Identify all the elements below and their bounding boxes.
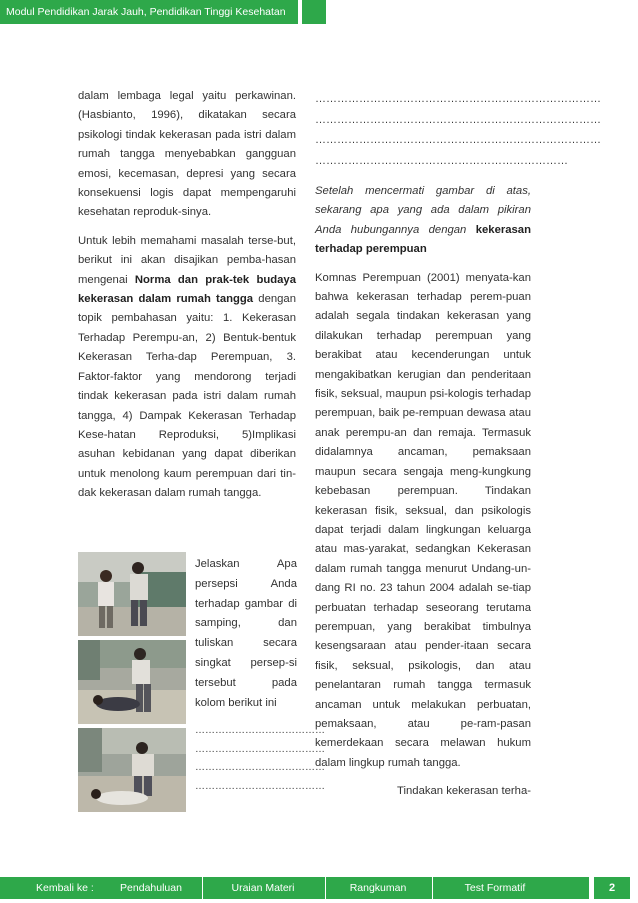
nav-test-formatif[interactable]: Test Formatif [464,882,526,894]
violence-photos [78,552,186,814]
left-paragraph-2: Untuk lebih memahami masalah terse-but, berikut ini akan disajikan pemba-hasan mengenai Norma dan prak-tek budaya kekerasan dalam rumah tangga dengan topik pembahasan yaitu: 1. Kekerasan Terhadap Perempu-an, 2) Bentuk-bentuk Kekerasan Terha-dap Perempuan, 3. Faktor-faktor yang mendorong terjadi tindak kekerasan pada istri dalam rumah tangga, 4) Dampak Kekerasan Terhadap Kese-hatan Reproduksi, 5)Implikasi asuhan kebidanan yang dapat diberikan untuk menolong kaum perempuan dari tin-dak kekerasan dalam rumah tangga. [78,234,296,500]
left-column [78,87,296,513]
photo-3 [78,728,186,812]
dotted-line: …………………………………………………………………… [315,93,601,105]
page-number: 2 [594,877,630,899]
answer-line: ………………………………… [195,725,325,736]
right-paragraph: Komnas Perempuan (2001) menyata-kan bahwa kekerasan terhadap perem-puan adalah segala tindakan kekerasan yang dilakukan terhadap perempuan yang berakibat atau kecenderungan untuk mengakibatkan kerugian dan penderitaan fisik, seksual, maupun psi-kologis terhadap perempuan, baik pe-rempuan dewasa atau anak perempu-an dan remaja. Termasuk didalamnya ancaman, pemaksaan maupun secara sengaja meng-kungkung kebebasan perempuan. Tindakan kekerasan fisik, seksual, dan psikologis dapat terjadi dalam lingkungan keluarga atau mas-yarakat, sedangkan Kekerasan dalam rumah tangga menurut Undang-un-dang RI no. 23 tahun 2004 adalah se-tiap perbuatan terhadap seseorang terutama perempuan, yang berakibat timbulnya kesengsaraan atau pender-itaan secara fisik, seksual, psikologis, dan atau penelantaran rumah tangga termasuk ancaman untuk melakukan perbuatan, pemaksaan, atau pe-ram-pasan kemerdekaan secara melawan hukum dalam lingkup rumah tangga. [315,271,531,769]
header-tab [302,0,326,24]
dotted-line: …………………………………………………………………… [315,134,601,146]
nav-uraian-materi[interactable]: Uraian Materi [231,882,295,894]
nav-divider [325,877,326,899]
nav-divider [202,877,203,899]
dotted-lines [315,89,601,171]
answer-line: ………………………………… [195,780,325,792]
photo-1 [78,552,186,636]
back-label: Kembali ke : [36,882,94,894]
left-paragraph-1: dalam lembaga legal yaitu perkawinan. (Hasbianto, 1996), dikatakan secara psikologi tindak kekerasan pada istri dalam rumah tangga menyebabkan gangguan emosi, kecemasan, depresi yang secara konsekuensi logis dapat mempengaruhi kesehatan reproduk-sinya. [78,90,296,219]
nav-pendahuluan[interactable]: Pendahuluan [120,882,182,894]
answer-lines [195,722,325,796]
footer-nav [0,873,638,903]
photo-question: Jelaskan Apa persepsi Anda terhadap gambar di samping, dan tuliskan secara singkat persep-si tersebut pada kolom berikut ini [195,558,297,709]
answer-line: ………………………………… [195,743,325,755]
prompt-bold: kekerasan terhadap perempuan [315,223,531,256]
header-title: Modul Pendidikan Jarak Jauh, Pendidikan Tinggi Kesehatan [0,0,298,24]
nav-rangkuman[interactable]: Rangkuman [349,882,407,894]
reflection-prompt: Setelah mencermati gambar di atas, sekarang apa yang ada dalam pikiran Anda hubungannya dengan kekerasan terhadap perempuan [315,185,531,256]
topic-bold: Norma dan prak-tek budaya kekerasan dalam rumah tangga [78,273,296,306]
answer-line: ………………………………… [195,762,325,774]
right-column [315,89,601,802]
dotted-line: …………………………………………………………… [315,154,568,167]
continuation-line: Tindakan kekerasan terha- [397,785,531,798]
photo-2 [78,640,186,724]
dotted-line: …………………………………………………………………… [315,113,601,126]
nav-divider [432,877,433,899]
